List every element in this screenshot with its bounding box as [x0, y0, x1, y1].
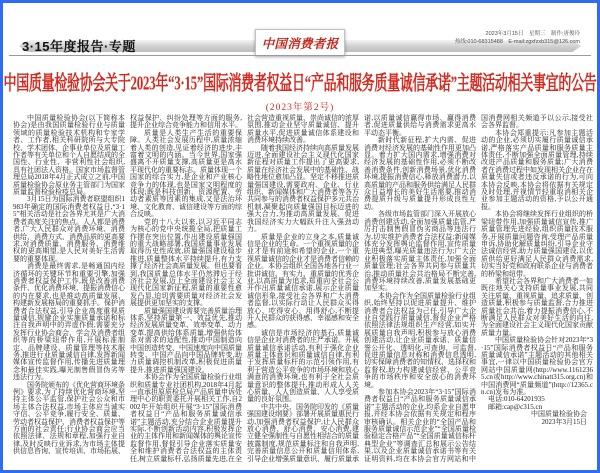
- article-body-columns: [13, 115, 593, 467]
- body-paragraph: 各级市场监管部门深入开展放心消费创建活动,全面加强质量监管,严厉打击制售假冒伪劣商品等违法行为,切实维护消费者合法权益;新闻媒体充分发挥舆论监督作用,宣传质量先进典型,曝光质量违法行为;广大企业积极落实质量主体责任,加强全面质量管理;社会各界共同参与质量共治,推动质量社会共治格局不断完善,消费环境持续改善,质量发展基础更加坚实。: [364, 210, 476, 293]
- dateline: [455, 31, 580, 46]
- body-paragraph: 中国质量检验协会(以下简称本协会)是由我国质量检验行业与质量领域的质量检验技术机构和专家学者、工作者,相关科研院所与大专院校、学术团体、企事业单位及质量工作者等有关单位和个人自愿结成的全国性、行业性、非营利性社会组织,具有社团法人资格。国家市场监督管理总局2018年4月正式成立之前,中国质量检验协会原业务主管部门为国家质量监督检验检疫总局。: [13, 114, 125, 197]
- date-line: 2023年3月15日 星期三 制作:唐俊玲: [485, 31, 580, 37]
- body-paragraph: 消费是最终需求,是畅通国内经济循环的关键环节和重要引擎,加强消费者权益保护工作,既是改善消费条件、优化消费环境、提振消费信心的内在要求,也是推动高质量发展、构建新发展格局的重要抓手。保护消费者合法权益,引导企业高度重视质量诚信,规避企业实施质量承诺和标注自我声明中的弄虚作假,需要充分发挥行业协会商会、学会及消费者组织等的桥梁纽带作用,开展标准制定、品牌建设、质量管理等技术服务,推进行业质量诚信自律,发挥新闻媒体宣传监督作用,传播先进质量理念和最佳实践,曝光制售假冒伪劣等违法行为。: [13, 262, 125, 382]
- header-rule: [9, 55, 591, 56]
- body-paragraph: 本协会将继续发挥行业组织的桥梁纽带作用,加强质量诚信宣传,推广质量管理先进经验,组织质量技术服务,开展质量问题咨询,受理产品质量申诉,协助化解质量纠纷,引导企业守法诚信经营,助力质量强国建设,以优质供给更好满足人民群众消费需求,切实当好党和政府联系企业与消费者的桥梁和纽带。: [481, 210, 593, 278]
- hotline-line: 热线:010-68315488 E-mail:zgxfzxb315@126.com: [454, 38, 580, 45]
- body-paragraph: 新时代新征程,扩大内需、促进消费对经济发展的基础性作用更加凸显。着力扩大国内需求,增强消费对经济发展的基础性作用,必须不断改善消费条件,创新消费场景,优化消费环境,提振消费信心,释放消费潜力,以高质量的产品和服务供给满足人民群众日益增长的美好生活需要,推动消费提质升级与质量提升形成良性互动。: [364, 136, 476, 211]
- body-paragraph: 诚信是市场经济的基石,质量诚信是企业对消费者的庄严承诺。开展质量诚信承诺活动,有利于强化企业质量主体意识和质量诚信自律,有利于发挥质量标杆的示范引领作用,有利于营造公平竞争的市场环境和放心满意的消费环境,也有利于全社会质量意识的整体提升,推动形成人人关心质量、人人创造质量、人人享受质量的良好氛围。: [247, 328, 359, 404]
- body-paragraph: 2023年3月15日: [541, 417, 587, 426]
- body-paragraph: 参加本协会2023年“3·15”国际消费者权益日“产品和服务质量诚信承诺”主题活动的企业,均系企业自愿申报,并经本协会依据有关规定和程序审核确认。相关企业的“全国产品和服务质量诚信示范企业”“全国质量检验稳定合格产品”“全国质量诚信标杆典型企业”等调查汇总和展示公告结果,以及企业质量诚信承诺书等有关证明资料,均在本协会官方网站和中国消费网相关频道予以公示,接受社会各界监督。: [364, 114, 593, 463]
- body-paragraph: 中共中央、国务院印发的《质量强国建设纲要》部署开展质量惠民行动,加强消费者权益保护,让人民群众放心消费、舒心消费、安心消费,建立健全强制性与自愿性相结合的质量披露制度,规范质量标注和自我声明,完善质量信息公开和质量信用体系,引导企业增强质量意识、履行质量承诺,以质量诚信赢得市场、赢得消费者,促进质量供给与消费需求更高水平动态平衡。: [247, 114, 476, 463]
- article-headline: 中国质量检验协会关于2023年“3·15”国际消费者权益日“产品和服务质量诚信承诺”主题活动相关事宜的公告: [3, 70, 597, 94]
- article-subtitle: (2023年第2号): [265, 103, 335, 113]
- body-paragraph: 中国质量检验协会: [531, 410, 587, 419]
- body-paragraph: 邮箱:cap@c315.cn: [488, 402, 543, 411]
- body-paragraph: 本协会郑重提示:凡参加主题活动的企业,必须切实履行质量诚信承诺,严格落实产品质量和服务质量主体责任,不断加强全面质量管理,持续改进产品质量和服务质量;广大消费者在消费过程中如发现相关企业存在质量失信或者违反承诺的行为,可向本协会反映,本协会将依据有关规定及时处理,并视情节轻重取消相关企业参加主题活动的资格,予以公开通报。: [481, 128, 593, 211]
- body-paragraph: 党的十八大以来,以习近平同志为核心的党中央统揽全局,把质量工作摆在突出位置,作出建设质量强国的重大战略部署,我国质量事业发展取得历史性成就,质量强国建设稳步推进,质量整体水平持续提升,有力支撑了经济社会高质量发展。但也要看到,我国质量总体水平仍然滞后于经济社会发展,迈上全面建设社会主义现代化国家新征程,质量的重要性愈发凸显,迫切需要质量对经济社会发展提供更加坚实的支撑。: [130, 217, 242, 308]
- masthead: [255, 29, 345, 56]
- body-paragraph: 质量强国建设需要完善质量治理体系,坚持质量第一、效益优先,推动经济发展质量变革、效率变革、动力变革,提高供给体系质量,增强供给体系对需求的适配性,推动中国制造向中国创造转变、中国速度向中国质量转变、中国产品向中国品牌转变,助力质量调控机制改革,积极促进质量提升,推进质量强国建设。: [130, 306, 242, 374]
- masthead-title: 中国消费者报: [261, 36, 339, 51]
- body-paragraph: 3月15日为国际消费者联盟组织1983年确定的国际消费者权益日,“3·15”相关活动是社会各界尤其是广大消费者高度关注的焦点。人人都是消费者,广大人民群众对消费环境、消费供给、消费方式、消费品质的更高要求,对消费质量、消费服务、消费维权的更高期望,是人民对美好生活需要的重要体现。: [13, 195, 125, 263]
- section-label: 3·15年度报告·专题: [22, 39, 136, 54]
- body-paragraph: 随着我国经济持续向高质量发展迈进,全面建设社会主义现代化国家新征程对质量工作提出了更高要求,质量在经济社会发展中的基础性、战略性地位愈加凸显。坚定不移推进质量强国建设,需要政府、企业、行业组织、新闻媒体和广大消费者等各方共同参与的消费者权益保护多元共治机制,凝聚起向质量强国目标迈进的强大合力,为推动高质量发展、促进我国经济实力大幅跃升注入强劲动力。: [247, 143, 359, 234]
- body-paragraph: 质量是人类生产生活的重要保障。人类社会发展历程中,质量浓缩着人类的创造,见证着经济的进步,丰富着文明的内涵。当今世界,国家强盛离不开质量支撑,高质量更是高水平现代化的重要标志。质量体现一个国家的综合实力,是企业和产业核心竞争力的体现,也是国家文明程度的体现;既是科技创新、资源配置、劳动者素质等因素的集成,又是法治环境、文化教育、诚信建设等方面的综合反映。: [130, 128, 242, 219]
- body-paragraph: 国务院颁布的《优化营商环境条例》要求,为了持续优化营商环境,坚持主体公平监管,保护社会公众和市场主体合法权益,市场主体应当诚实守信、公平竞争,履行安全、质量、劳动者权益保护、消费者权益保护等方面的社会责任;行业协会商会应当依照法律、法规和章程,加强行业自律,及时反映行业诉求,为市场主体提供信息咨询、宣传培训、市场拓展、权益保护、纠纷处理等方面的服务,提升企业综合竞争能力和信用水平。: [13, 114, 242, 456]
- body-paragraph: 本协会作为全国质量检验行业组织和质量专业社团机构,2018年4月起一直承担原质检总局产品质量申诉处理中心的职责委托开展相关工作,自2002年开始组织开展“3·15”国际消费者权益日“产品和服务质量诚信承诺”主题活动,充分结合企业质量提升实际,不断创新活动内容,积极发挥企业的主体作用和新闻媒体的舆论宣传监督作用,督促引导企业落实质量安全和维护消费者合法权益的主体责任,树立质量标杆,弘扬质量先进,在全社会营造重视质量、崇尚诚信的浓厚氛围,推动企业坚守质量诚信、提升质量水平,促进质量诚信体系建设和消费环境持续改善。: [130, 114, 359, 463]
- body-paragraph: 希望社会各界和广大消费者一如既往地关心支持质量事业发展,共同关注质量、重视质量、追求质量、创造质量,积极参与质量监督,合力推进质量社会共治,着力提振消费信心,不断满足人民群众对美好生活的向往,为全面建设社会主义现代化国家贡献质量力量。: [481, 276, 593, 337]
- body-paragraph: 电话:010-64201935: [488, 395, 545, 404]
- body-paragraph: 质量是企业的立身之本,质量诚信是企业的生命。一个重视质量的企业才是有前途和希望的企业,一个重视质量诚信的企业才是消费者信赖的企业。本协会组织全国各地各行业一批讲诚信、有实力、重质量的优秀企业,以高质量为追求,郑重向全社会公开作出质量诚信承诺,展示企业质量诚信形象,接受社会各界和广大消费者监督,以实际行动让人民群众买得放心、吃得安心、用得舒心,不断提升人民群众的获得感、幸福感和安全感。: [247, 232, 359, 330]
- body-paragraph: 中国质量检验协会针对2023年“3·15”国际消费者权益日“产品和服务质量诚信承诺”主题活动的其他相关事宜,一律以中国质量检验协会官方网站中国质量网(http://www.11612365.cn或http://www.chinatt315.org.cn)和中国消费网“质量频道”(http://12365.cn.cn)发布为准。: [481, 336, 593, 397]
- body-paragraph: 本协会作为全国质量检验行业组织,始终坚持以促进质量提升、维护消费者合法权益为己任,引导广大企业自觉践行质量诚信,督促企业严格依照法律法规组织生产经营,如实开展质量自我声明,积极参与放心消费创建活动,让企业质量承诺、质量信誉公开化、透明化,可查询、可监督,促进质量信息对称和消费信息透明,切实保障消费者的知情权、选择权和监督权,助力构建诚信经营、公平竞争的市场秩序和安全放心的消费环境。: [364, 291, 476, 389]
